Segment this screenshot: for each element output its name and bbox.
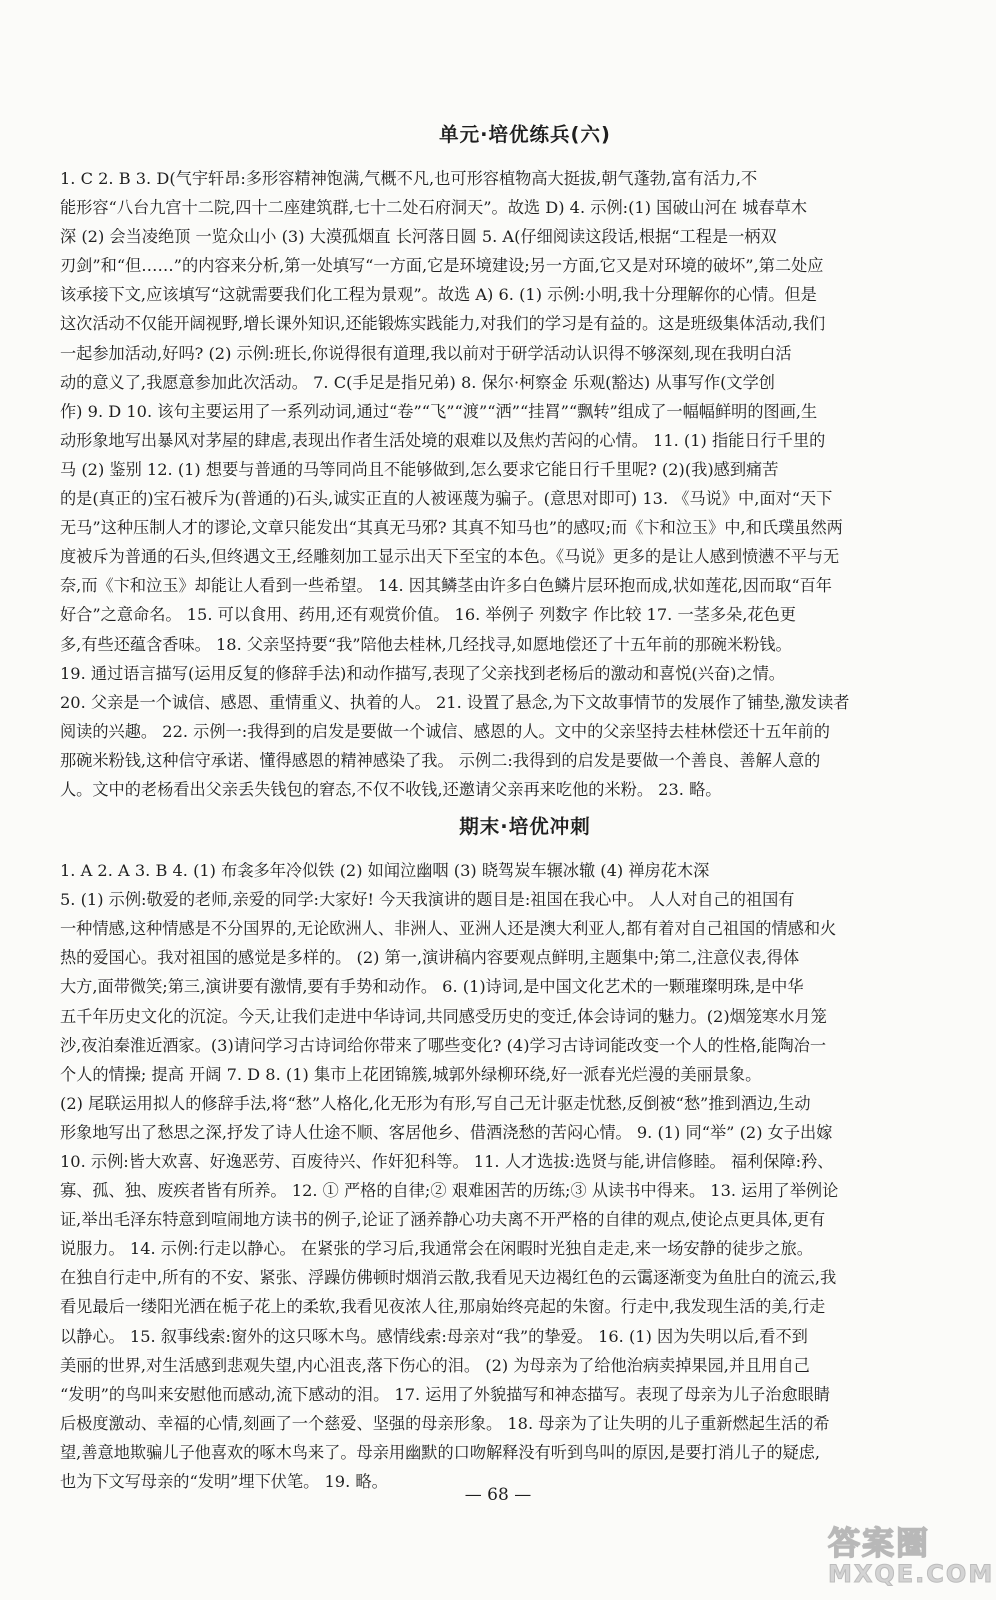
answer-line: 1. C 2. B 3. D(气宇轩昂:多形容精神饱满,气概不凡,也可形容植物高大挺拔,朝气蓬勃,富有活力,不 — [60, 169, 758, 188]
answer-line: 动形象地写出暴风对茅屋的肆虐,表现出作者生活处境的艰难以及焦灼苦闷的心情。 11. (1) 指能日行千里的 — [60, 430, 826, 450]
page-number: — 68 — — [464, 1485, 532, 1505]
answer-line: 好合”之意命名。 15. 可以食用、药用,还有观赏价值。 16. 举例子 列数字 作比较 17. 一茎多朵,花色更 — [60, 605, 796, 625]
answer-line: 这次活动不仅能开阔视野,增长课外知识,还能锻炼实践能力,对我们的学习是有益的。这是班级集体活动,我们 — [60, 314, 826, 334]
answer-line: (2) 尾联运用拟人的修辞手法,将“愁”人格化,化无形为有形,写自己无计驱走忧愁,反倒被“愁”推到酒边,生动 — [60, 1093, 811, 1113]
answer-line: 一种情感,这种情感是不分国界的,无论欧洲人、非洲人、亚洲人还是澳大利亚人,都有着对自己祖国的情感和火 — [60, 919, 837, 939]
section-unit6-body — [60, 164, 990, 804]
answer-line: 一起参加活动,好吗? (2) 示例:班长,你说得很有道理,我以前对于研学活动认识得不够深刻,现在我明白活 — [60, 343, 792, 363]
answer-line: 阅读的兴趣。 22. 示例一:我得到的启发是要做一个诚信、感恩的人。文中的父亲坚持去桂林偿还十五年前的 — [60, 721, 830, 741]
answer-line: 大方,面带微笑;第三,演讲要有激情,要有手势和动作。 6. (1)诗词,是中国文化艺术的一颗璀璨明珠,是中华 — [60, 977, 804, 997]
answer-line: 的是(真正的)宝石被斥为(普通的)石头,诚实正直的人被诬蔑为骗子。(意思对即可) 13. 《马说》中,面对“天下 — [60, 489, 833, 509]
answer-line: 美丽的世界,对生活感到悲观失望,内心沮丧,落下伤心的泪。 (2) 为母亲为了给他治病卖掉果园,并且用自己 — [60, 1355, 810, 1375]
answer-line: 沙,夜泊秦淮近酒家。(3)请问学习古诗词给你带来了哪些变化? (4)学习古诗词能改变一个人的性格,能陶冶一 — [60, 1035, 827, 1055]
answer-line: 10. 示例:皆大欢喜、好逸恶劳、百废待兴、作奸犯科等。 11. 人才选拔:选贤与能,讲信修睦。 福利保障:矜、 — [60, 1152, 834, 1171]
answer-line: 能形容“八台九宫十二院,四十二座建筑群,七十二处石府洞天”。故选 D) 4. 示例:(1) 国破山河在 城春草木 — [60, 198, 808, 218]
answer-line: 作) 9. D 10. 该句主要运用了一系列动词,通过“卷”“飞”“渡”“洒”“挂罥”“飘转”组成了一幅幅鲜明的图画,生 — [60, 401, 818, 421]
watermark-logo — [828, 1518, 995, 1592]
answer-line: “发明”的鸟叫来安慰他而感动,流下感动的泪。 17. 运用了外貌描写和神态描写。表现了母亲为儿子治愈眼睛 — [60, 1384, 830, 1404]
answer-line: 热的爱国心。我对祖国的感觉是多样的。 (2) 第一,演讲稿内容要观点鲜明,主题集中;第二,注意仪表,得体 — [60, 948, 800, 968]
answer-page — [60, 118, 990, 1496]
answer-line: 5. (1) 示例:敬爱的老师,亲爱的同学:大家好! 今天我演讲的题目是:祖国在我心中。 人人对自己的祖国有 — [60, 890, 795, 910]
answer-line: 寡、孤、独、废疾者皆有所养。 12. ① 严格的自律;② 艰难困苦的历练;③ 从读书中得来。 13. 运用了举例论 — [60, 1181, 839, 1201]
answer-line: 该承接下文,应该填写“这就需要我们化工程为景观”。故选 A) 6. (1) 示例:小明,我十分理解你的心情。但是 — [60, 285, 817, 305]
answer-line: 个人的情操; 提高 开阔 7. D 8. (1) 集市上花团锦簇,城郭外绿柳环绕,好一派春光烂漫的美丽景象。 — [60, 1064, 762, 1084]
answer-line: 动的意义了,我愿意参加此次活动。 7. C(手足是指兄弟) 8. 保尔·柯察金 乐观(豁达) 从事写作(文学创 — [60, 372, 775, 392]
answer-line: 马 (2) 鉴别 12. (1) 想要与普通的马等同尚且不能够做到,怎么要求它能日行千里呢? (2)(我)感到痛苦 — [60, 459, 779, 479]
answer-line: 也为下文写母亲的“发明”埋下伏笔。 19. 略。 — [60, 1472, 388, 1492]
answer-line: 1. A 2. A 3. B 4. (1) 布衾多年冷似铁 (2) 如闻泣幽咽 (3) 晓驾炭车辗冰辙 (4) 禅房花木深 — [60, 861, 710, 881]
answer-line: 那碗米粉钱,这种信守承诺、懂得感恩的精神感染了我。 示例二:我得到的启发是要做一个善良、善解人意的 — [60, 750, 821, 770]
answer-line: 19. 通过语言描写(运用反复的修辞手法)和动作描写,表现了父亲找到老杨后的激动和喜悦(兴奋)之情。 — [60, 663, 785, 683]
answer-line: 证,举出毛泽东特意到喧闹地方读书的例子,论证了涵养静心功夫离不开严格的自律的观点,使论点更具体,更有 — [60, 1210, 826, 1230]
answer-line: 度被斥为普通的石头,但终遇文王,经雕刻加工显示出天下至宝的本色。《马说》更多的是让人感到愤懑不平与无 — [60, 547, 840, 567]
answer-line: 望,善意地欺骗儿子他喜欢的啄木鸟来了。母亲用幽默的口吻解释没有听到鸟叫的原因,是要打消儿子的疑虑, — [60, 1442, 821, 1462]
answer-line: 无马”这种压制人才的谬论,文章只能发出“其真无马邪? 其真不知马也”的感叹;而《卞和泣玉》中,和氏璞虽然两 — [60, 518, 843, 538]
watermark-brand: 答案圈 — [828, 1524, 931, 1562]
answer-line: 看见最后一缕阳光洒在栀子花上的柔软,我看见夜浓人往,那扇始终亮起的朱窗。行走中,我发现生活的美,行走 — [60, 1297, 826, 1317]
answer-line: 多,有些还蕴含香味。 18. 父亲坚持要“我”陪他去桂林,几经找寻,如愿地偿还了十五年前的那碗米粉钱。 — [60, 634, 792, 654]
answer-line: 20. 父亲是一个诚信、感恩、重情重义、执着的人。 21. 设置了悬念,为下文故事情节的发展作了铺垫,激发读者 — [60, 692, 850, 712]
section-title-final: 期末·培优冲刺 — [459, 815, 591, 839]
answer-line: 以静心。 15. 叙事线索:窗外的这只啄木鸟。感情线索:母亲对“我”的挚爱。 16. (1) 因为失明以后,看不到 — [60, 1326, 808, 1346]
section-final-body — [60, 856, 990, 1496]
answer-line: 深 (2) 会当凌绝顶 一览众山小 (3) 大漠孤烟直 长河落日圆 5. A(仔细阅读这段话,根据“工程是一柄双 — [60, 227, 777, 247]
answer-line: 五千年历史文化的沉淀。今天,让我们走进中华诗词,共同感受历史的变迁,体会诗词的魅力。(2)烟笼寒水月笼 — [60, 1006, 827, 1026]
answer-line: 后极度激动、幸福的心情,刻画了一个慈爱、坚强的母亲形象。 18. 母亲为了让失明的儿子重新燃起生活的希 — [60, 1413, 830, 1433]
answer-line: 人。文中的老杨看出父亲丢失钱包的窘态,不仅不收钱,还邀请父亲再来吃他的米粉。 23. 略。 — [60, 779, 722, 799]
answer-line: 在独自行走中,所有的不安、紧张、浮躁仿佛顿时烟消云散,我看见天边褐红色的云霭逐渐变为鱼肚白的流云,我 — [60, 1268, 837, 1288]
answer-line: 奈,而《卞和泣玉》却能让人看到一些希望。 14. 因其鳞茎由许多白色鳞片层环抱而成,状如莲花,因而取“百年 — [60, 576, 832, 596]
watermark-site: MXQE.COM — [828, 1560, 995, 1588]
answer-line: 说服力。 14. 示例:行走以静心。 在紧张的学习后,我通常会在闲暇时光独自走走,来一场安静的徒步之旅。 — [60, 1239, 813, 1259]
answer-line: 刃剑”和“但……”的内容来分析,第一处填写“一方面,它是环境建设;另一方面,它又是对环境的破坏”,第二处应 — [60, 256, 824, 276]
section-title-unit6: 单元·培优练兵(六) — [439, 123, 611, 146]
answer-line: 形象地写出了愁思之深,抒发了诗人仕途不顺、客居他乡、借酒浇愁的苦闷心情。 9. (1) 同“举” (2) 女子出嫁 — [60, 1122, 833, 1142]
